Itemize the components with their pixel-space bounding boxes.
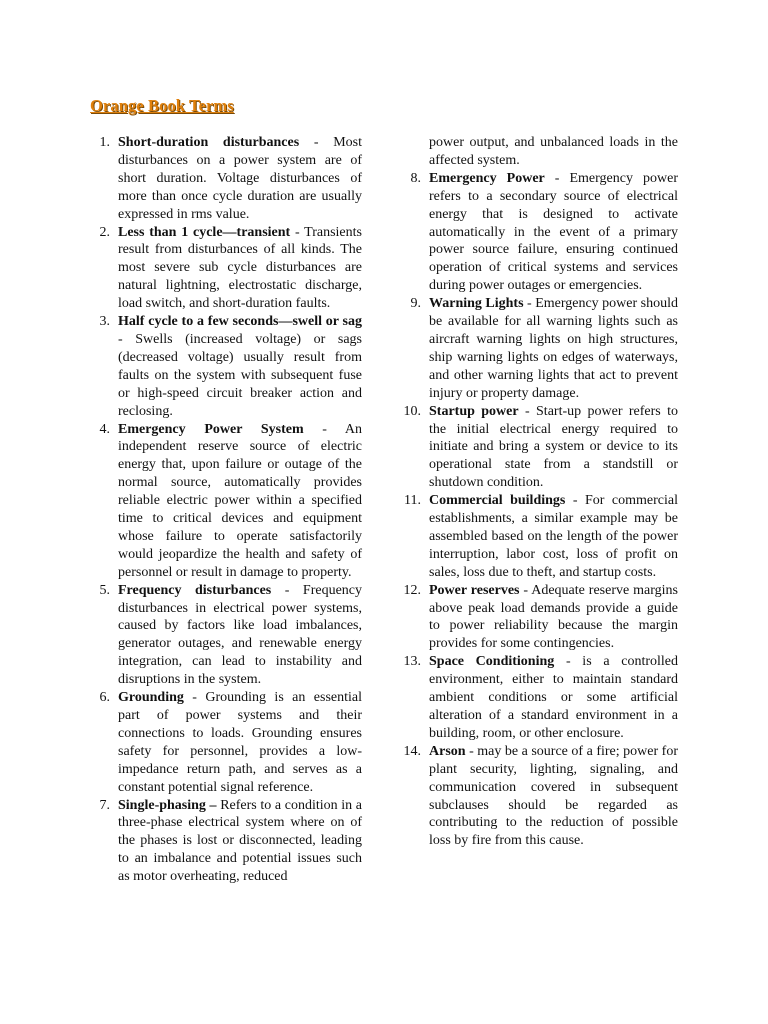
list-item [90,582,362,689]
right-column [401,134,678,850]
list-item [401,582,678,654]
continued-text: power output, and unbalanced loads in the affected system. [429,135,678,168]
item-number: 5. [99,582,110,598]
list-item [401,170,678,295]
page-title: Orange Book Terms [90,96,234,115]
item-number: 8. [410,170,421,186]
term-label: Less than 1 cycle—transient [118,224,291,240]
term-definition: - Emergency power should be available for all warning lights such as aircraft warning lights on high structures, ship warning lights on edges of waterways, and other warning lights that act to prevent injury or property damage. [429,296,679,401]
term-label: Space Conditioning [429,654,555,670]
term-label: Frequency disturbances [118,582,272,598]
term-definition: - Frequency disturbances in electrical power systems, caused by factors like load imbalances, generator outages, and renewable energy integration, can lead to instability and disruptions in the system. [118,582,362,688]
left-column [90,134,362,886]
term-label: Warning Lights [429,296,524,312]
term-definition: - may be a source of a fire; power for plant security, lighting, signaling, and communication covered in subsequent subclauses should be regarded as contributing to the reduction of possible loss by fire from this cause. [429,743,678,849]
term-definition: - Grounding is an essential part of power systems and their connections to loads. Grounding ensures safety for personnel, provides a low-impedance return path, and serves as a constant potential signal reference. [118,690,362,795]
list-item [90,689,362,796]
term-definition: - is a controlled environment, either to maintain standard ambient conditions or some artificial alteration of a standard environment in a building, room, or other enclosure. [429,654,678,741]
term-label: Commercial buildings [429,493,566,509]
term-label: Grounding [118,690,184,706]
term-label: Single-phasing – [118,797,217,813]
item-number: 4. [99,421,110,437]
term-label: Startup power [429,403,519,419]
item-number: 9. [410,296,421,312]
list-item [90,797,362,887]
term-definition: - For commercial establishments, a similar example may be assembled based on the length of the power interruption, labor cost, loss of profit on sales, loss due to theft, and startup costs. [429,493,678,580]
term-definition: Refers to a condition in a three-phase electrical system where on of the phases is lost or disconnected, leading to an imbalance and potential issues such as motor overheating, reduced [118,797,362,885]
term-label: Power reserves [429,582,520,598]
term-definition: - Swells (increased voltage) or sags (decreased voltage) usually result from faults on the system with subsequent fuse or high-speed circuit breaker action and reclosing. [118,331,362,419]
list-item [401,492,678,582]
item-number: 12. [403,582,421,598]
item-number: 3. [99,314,110,330]
list-item [401,403,678,493]
term-label: Half cycle to a few seconds—swell or sag [118,314,362,330]
term-definition: - Start-up power refers to the initial electrical energy required to initiate and bring a system or device to its operational state from a standstill or shutdown condition. [429,403,678,491]
list-item [90,421,362,582]
item-number: 10. [403,403,421,419]
term-label: Emergency Power System [118,421,304,437]
term-definition: - Most disturbances on a power system are of short duration. Voltage disturbances of more than once cycle duration are usually expressed in rms value. [118,135,363,222]
term-label: Emergency Power [429,170,545,186]
term-definition: - Adequate reserve margins above peak load demands provide a guide to power reliability because the margin provides for some contingencies. [429,582,678,652]
item-number: 11. [404,493,421,509]
list-item [401,295,678,402]
list-item [90,313,362,420]
term-label: Short-duration disturbances [118,135,300,150]
item-number: 7. [99,797,110,813]
list-item [90,224,362,314]
term-definition: - Emergency power refers to a secondary source of electrical energy that is designed to activate automatically in the event of a primary power source failure, ensuring continued operation of critical systems and services during power outages or emergencies. [429,170,678,294]
list-item [401,653,678,743]
item-number: 13. [403,654,421,670]
item-number: 14. [403,743,421,759]
item-number: 1. [99,135,110,150]
term-definition: - Transients result from disturbances of all kinds. The most severe sub cycle disturbances are natural lightning, electrostatic discharge, load switch, and short-duration faults. [118,224,362,312]
term-definition: - An independent reserve source of electric energy that, upon failure or outage of the normal source, automatically provides reliable electric power within a specified time to critical devices and equipment whose failure to operate satisfactorily would jeopardize the health and safety of personnel or result in damage to property. [118,421,362,580]
list-item [401,743,678,850]
item-number: 6. [99,690,110,706]
term-label: Arson [429,743,466,759]
list-item [90,134,362,224]
item-number: 2. [99,224,110,240]
